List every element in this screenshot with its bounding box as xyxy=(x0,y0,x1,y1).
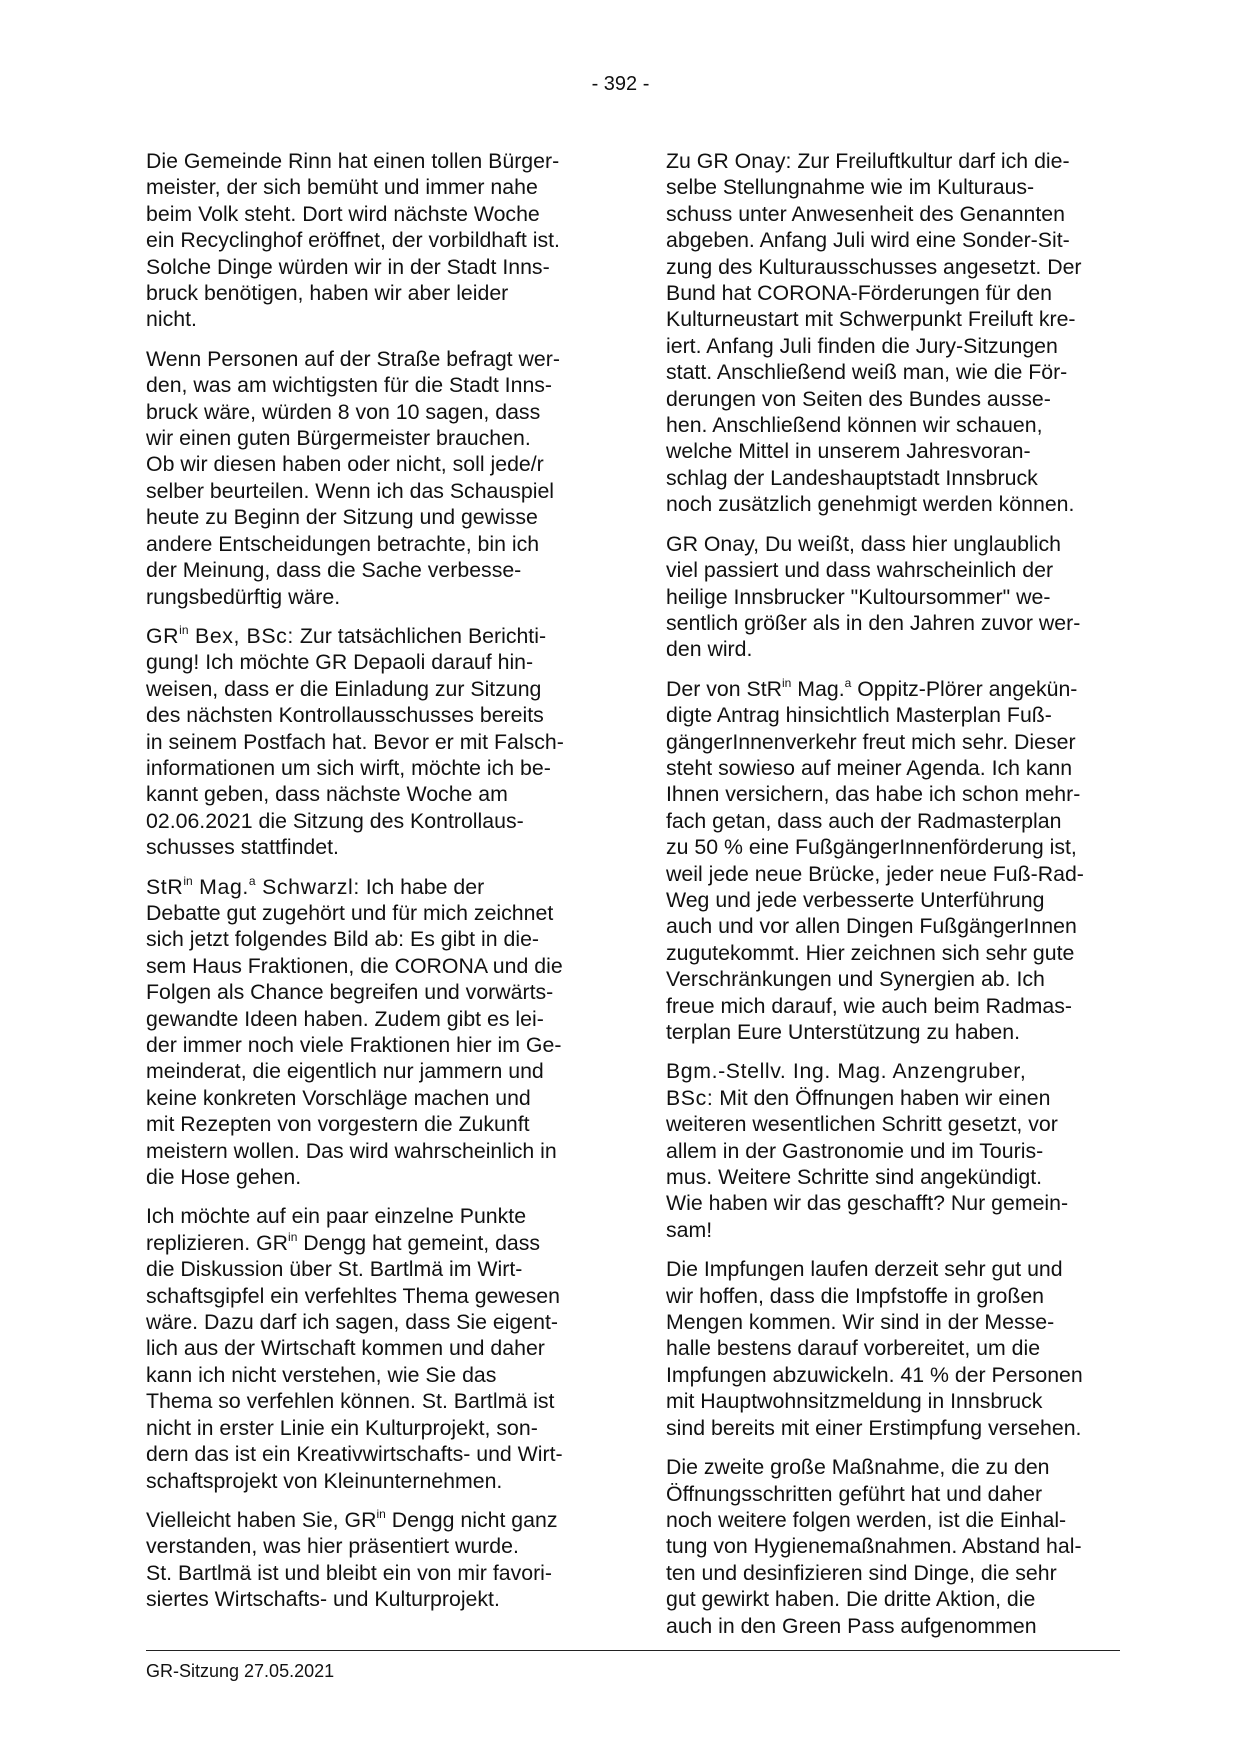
text-line: Verschränkungen und Synergien ab. Ich xyxy=(666,967,1045,992)
footer-session-date: GR-Sitzung 27.05.2021 xyxy=(146,1661,335,1681)
text-line: Wenn Personen auf der Straße befragt wer- xyxy=(146,346,560,371)
text-line: beim Volk steht. Dort wird nächste Woche xyxy=(146,201,540,226)
text-line: ten und desinfizieren sind Dinge, die sehr xyxy=(666,1560,1057,1585)
paragraph xyxy=(666,1256,1124,1441)
text-line: Ihnen versichern, das habe ich schon mehr- xyxy=(666,782,1081,807)
text-line: den wird. xyxy=(666,637,753,662)
text-line: bruck benötigen, haben wir aber leider xyxy=(146,281,509,306)
text-line: wäre. Dazu darf ich sagen, dass Sie eigent- xyxy=(146,1310,558,1335)
text-line: zung des Kulturausschusses angesetzt. Der xyxy=(666,254,1082,279)
text-run: Dengg hat gemeint, dass xyxy=(297,1230,541,1255)
superscript: in xyxy=(179,622,189,637)
text-line: Ich möchte auf ein paar einzelne Punkte xyxy=(146,1204,527,1229)
text-line: meister, der sich bemüht und immer nahe xyxy=(146,175,538,200)
text-line: schaftsprojekt von Kleinunternehmen. xyxy=(146,1468,503,1493)
text-line: selber beurteilen. Wenn ich das Schauspiel xyxy=(146,478,555,503)
text-line: weil jede neue Brücke, jeder neue Fuß-Rad- xyxy=(666,861,1084,886)
text-line: heilige Innsbrucker "Kultoursommer" we- xyxy=(666,584,1051,609)
text-line: in seinem Postfach hat. Bevor er mit Falsch- xyxy=(146,729,564,754)
text-run: replizieren. GR xyxy=(146,1230,289,1255)
text-line: Ob wir diesen haben oder nicht, soll jede/r xyxy=(146,452,544,477)
superscript: a xyxy=(248,873,256,888)
text-line: rungsbedürftig wäre. xyxy=(146,584,341,609)
superscript: in xyxy=(782,675,792,690)
paragraph xyxy=(146,874,604,1191)
superscript: in xyxy=(376,1506,386,1521)
text-line: informationen um sich wirft, möchte ich be- xyxy=(146,755,551,780)
text-line: St. Bartlmä ist und bleibt ein von mir favori- xyxy=(146,1560,552,1585)
text-line: Die Impfungen laufen derzeit sehr gut und xyxy=(666,1257,1063,1282)
text-line: allem in der Gastronomie und im Touris- xyxy=(666,1138,1044,1163)
text-line: kannt geben, dass nächste Woche am xyxy=(146,782,508,807)
text-line: Wie haben wir das geschafft? Nur gemein- xyxy=(666,1191,1069,1216)
paragraph xyxy=(146,1203,604,1493)
text-line: derungen von Seiten des Bundes ausse- xyxy=(666,386,1051,411)
text-line: der Meinung, dass die Sache verbesse- xyxy=(146,558,522,583)
text-line: wir hoffen, dass die Impfstoffe in großen xyxy=(666,1283,1045,1308)
text-line: heute zu Beginn der Sitzung und gewisse xyxy=(146,505,538,530)
text-line xyxy=(666,676,1124,702)
text-line: sind bereits mit einer Erstimpfung versehen. xyxy=(666,1415,1082,1440)
speaker-name: Bgm.-Stellv. Ing. Mag. Anzengruber, xyxy=(666,1059,1027,1084)
page-number: - 392 - xyxy=(591,73,650,95)
text-line: noch weitere folgen werden, ist die Einhal- xyxy=(666,1507,1067,1532)
text-run: Dengg nicht ganz xyxy=(385,1507,558,1532)
text-line: gut gewirkt haben. Die dritte Aktion, die xyxy=(666,1587,1036,1612)
text-line: iert. Anfang Juli finden die Jury-Sitzungen xyxy=(666,333,1058,358)
paragraph xyxy=(666,676,1124,1046)
text-line: Öffnungsschritten geführt hat und daher xyxy=(666,1481,1043,1506)
text-line: Die zweite große Maßnahme, die zu den xyxy=(666,1455,1050,1480)
text-line: dern das ist ein Kreativwirtschafts- und Wirt- xyxy=(146,1442,563,1467)
text-run: Oppitz-Plörer angekün- xyxy=(851,676,1078,701)
text-line: lich aus der Wirtschaft kommen und daher xyxy=(146,1336,545,1361)
right-column xyxy=(666,148,1124,1652)
text-line: auch und vor allen Dingen FußgängerInnen xyxy=(666,914,1077,939)
text-line: Solche Dinge würden wir in der Stadt Inns- xyxy=(146,254,550,279)
text-line: mit Rezepten von vorgestern die Zukunft xyxy=(146,1112,530,1137)
text-line: keine konkreten Vorschläge machen und xyxy=(146,1085,531,1110)
superscript: in xyxy=(183,873,193,888)
text-line: viel passiert und dass wahrscheinlich der xyxy=(666,558,1054,583)
speaker-name: BSc: xyxy=(666,1085,714,1110)
speaker-line xyxy=(146,623,604,649)
text-line xyxy=(146,1230,604,1256)
text-line: verstanden, was hier präsentiert wurde. xyxy=(146,1534,519,1559)
text-line: ein Recyclinghof eröffnet, der vorbildhaft ist. xyxy=(146,228,560,253)
text-line: welche Mittel in unserem Jahresvoran- xyxy=(666,439,1031,464)
text-line: sentlich größer als in den Jahren zuvor wer- xyxy=(666,610,1081,635)
text-line: zugutekommt. Hier zeichnen sich sehr gute xyxy=(666,940,1075,965)
footer-divider xyxy=(146,1650,1120,1651)
text-line: digte Antrag hinsichtlich Masterplan Fuß- xyxy=(666,703,1052,728)
text-line: siertes Wirtschafts- und Kulturprojekt. xyxy=(146,1587,500,1612)
text-line: nicht in erster Linie ein Kulturprojekt, son- xyxy=(146,1415,538,1440)
text-run: Vielleicht haben Sie, GR xyxy=(146,1507,377,1532)
text-line: meinderat, die eigentlich nur jammern und xyxy=(146,1059,544,1084)
text-run: Ich habe der xyxy=(359,874,485,899)
text-line: andere Entscheidungen betrachte, bin ich xyxy=(146,531,540,556)
superscript: in xyxy=(288,1229,298,1244)
text-line: sem Haus Fraktionen, die CORONA und die xyxy=(146,953,563,978)
text-run: Mag. xyxy=(791,676,845,701)
text-line: statt. Anschließend weiß man, wie die För- xyxy=(666,360,1068,385)
text-line: Zu GR Onay: Zur Freiluftkultur darf ich die- xyxy=(666,149,1070,173)
paragraph xyxy=(146,148,604,333)
text-line: 02.06.2021 die Sitzung des Kontrollaus- xyxy=(146,808,524,833)
text-line: weiteren wesentlichen Schritt gesetzt, vor xyxy=(666,1112,1058,1137)
text-line: des nächsten Kontrollausschusses bereits xyxy=(146,703,544,728)
paragraph xyxy=(146,623,604,861)
text-line: tung von Hygienemaßnahmen. Abstand hal- xyxy=(666,1534,1082,1559)
text-run: Bex, BSc: xyxy=(188,623,294,648)
text-line: schusses stattfindet. xyxy=(146,835,339,860)
text-run: Mit den Öffnungen haben wir einen xyxy=(713,1085,1051,1110)
text-line: terplan Eure Unterstützung zu haben. xyxy=(666,1020,1020,1044)
text-line: der immer noch viele Fraktionen hier im Ge- xyxy=(146,1033,562,1057)
paragraph xyxy=(666,148,1124,518)
text-line: wir einen guten Bürgermeister brauchen. xyxy=(146,426,531,451)
text-line: mus. Weitere Schritte sind angekündigt. xyxy=(666,1165,1043,1190)
text-line: abgeben. Anfang Juli wird eine Sonder-Sit- xyxy=(666,228,1070,253)
speaker-line xyxy=(666,1058,1124,1084)
text-line: kann ich nicht verstehen, wie Sie das xyxy=(146,1362,497,1387)
text-line: Mengen kommen. Wir sind in der Messe- xyxy=(666,1310,1055,1335)
text-run: GR xyxy=(146,623,180,648)
text-run: Mag. xyxy=(192,874,249,899)
text-line: mit Hauptwohnsitzmeldung in Innsbruck xyxy=(666,1389,1043,1414)
paragraph xyxy=(666,1454,1124,1639)
text-line: Impfungen abzuwickeln. 41 % der Personen xyxy=(666,1362,1083,1387)
text-line: meistern wollen. Das wird wahrscheinlich in xyxy=(146,1138,557,1163)
text-run: StR xyxy=(146,874,184,899)
text-line: auch in den Green Pass aufgenommen xyxy=(666,1613,1037,1638)
text-line: weisen, dass er die Einladung zur Sitzung xyxy=(146,676,542,701)
text-line: Kulturneustart mit Schwerpunkt Freiluft kre- xyxy=(666,307,1076,332)
speaker-line xyxy=(666,1085,1124,1111)
paragraph xyxy=(146,346,604,610)
text-line xyxy=(146,1507,604,1533)
paragraph xyxy=(146,1507,604,1613)
text-line: zu 50 % eine FußgängerInnenförderung ist, xyxy=(666,835,1077,860)
left-column xyxy=(146,148,604,1626)
text-line: fach getan, dass auch der Radmasterplan xyxy=(666,808,1062,833)
text-line: GR Onay, Du weißt, dass hier unglaublich xyxy=(666,531,1061,556)
text-line: schlag der Landeshauptstadt Innsbruck xyxy=(666,465,1038,490)
text-line: halle bestens darauf vorbereitet, um die xyxy=(666,1336,1041,1361)
text-line: die Diskussion über St. Bartlmä im Wirt- xyxy=(146,1257,523,1282)
text-line: schaftsgipfel ein verfehltes Thema gewesen xyxy=(146,1283,560,1308)
paragraph xyxy=(666,531,1124,663)
text-line: Debatte gut zugehört und für mich zeichnet xyxy=(146,900,554,925)
text-line: sam! xyxy=(666,1217,713,1242)
text-line: Bund hat CORONA-Förderungen für den xyxy=(666,281,1052,306)
text-line: nicht. xyxy=(146,307,197,332)
text-line: noch zusätzlich genehmigt werden können. xyxy=(666,492,1075,517)
text-line: schuss unter Anwesenheit des Genannten xyxy=(666,201,1065,226)
text-line: Weg und jede verbesserte Unterführung xyxy=(666,887,1045,912)
superscript: a xyxy=(844,675,852,690)
speaker-line xyxy=(146,874,604,900)
text-line: hen. Anschließend können wir schauen, xyxy=(666,413,1043,438)
text-line: selbe Stellungnahme wie im Kulturaus- xyxy=(666,175,1035,200)
text-line: gängerInnenverkehr freut mich sehr. Dieser xyxy=(666,729,1076,754)
text-line: die Hose gehen. xyxy=(146,1165,302,1190)
text-run: Schwarzl: xyxy=(255,874,360,899)
text-line: steht sowieso auf meiner Agenda. Ich kann xyxy=(666,755,1073,780)
text-line: Folgen als Chance begreifen und vorwärts- xyxy=(146,980,554,1005)
text-line: freue mich darauf, wie auch beim Radmas- xyxy=(666,993,1073,1018)
text-line: Die Gemeinde Rinn hat einen tollen Bürger- xyxy=(146,149,560,173)
text-line: sich jetzt folgendes Bild ab: Es gibt in die- xyxy=(146,927,540,952)
text-line: gung! Ich möchte GR Depaoli darauf hin- xyxy=(146,650,534,675)
text-line: Thema so verfehlen können. St. Bartlmä ist xyxy=(146,1389,555,1414)
paragraph xyxy=(666,1058,1124,1243)
text-run: Zur tatsächlichen Berichti- xyxy=(293,623,547,648)
text-line: den, was am wichtigsten für die Stadt Inns- xyxy=(146,373,553,398)
text-line: gewandte Ideen haben. Zudem gibt es lei- xyxy=(146,1006,544,1031)
text-line: bruck wäre, würden 8 von 10 sagen, dass xyxy=(146,399,541,424)
text-run: Der von StR xyxy=(666,676,782,701)
